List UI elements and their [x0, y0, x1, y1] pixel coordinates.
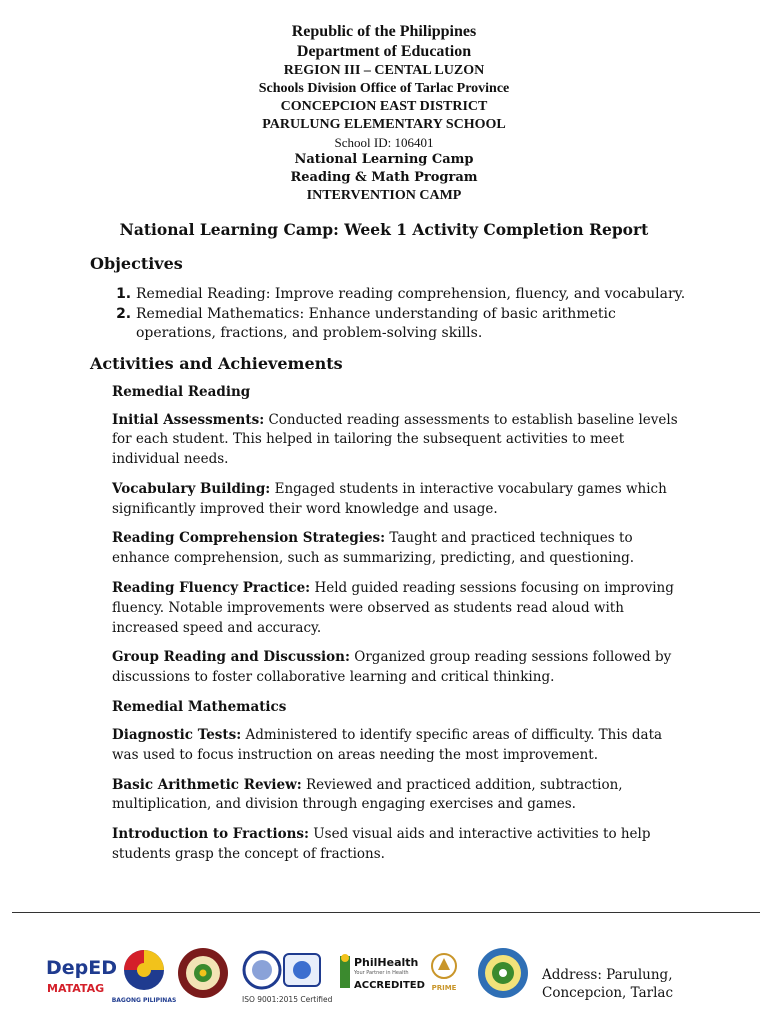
math-subhead: Remedial Mathematics — [112, 699, 287, 716]
header-school-id: School ID: 106401 — [334, 135, 434, 150]
paragraph — [112, 529, 690, 569]
paragraph-label: Group Reading and Discussion: — [112, 649, 350, 666]
header-program: Reading & Math Program — [290, 170, 478, 185]
philhealth-logo — [340, 952, 425, 998]
letterhead — [0, 22, 768, 204]
list-item: 1. Remedial Reading: Improve reading comprehension, fluency, and vocabulary. — [136, 285, 690, 305]
paragraph-text: Taught and practiced techniques to enhance comprehension, such as summarizing, predicting, and questioning. — [112, 530, 635, 567]
header-district: CONCEPCION EAST DISTRICT — [280, 99, 488, 114]
report-title: National Learning Camp: Week 1 Activity Completion Report — [119, 220, 649, 239]
prime-logo — [426, 950, 462, 1004]
paragraph-text: Engaged students in interactive vocabulary games which significantly improved their word knowledge and usage. — [112, 480, 667, 517]
matatag-text: MATATAG — [47, 982, 105, 995]
header-department: Department of Education — [296, 43, 472, 60]
header-republic: Republic of the Philippines — [291, 23, 477, 40]
list-item: 2. Remedial Mathematics: Enhance understanding of basic arithmetic operations, fractions, and problem-solving skills. — [136, 305, 690, 344]
school-address — [542, 966, 673, 1002]
objectives-title: Objectives — [90, 254, 183, 273]
division-seal — [176, 946, 230, 1000]
header-intervention: INTERVENTION CAMP — [306, 188, 462, 203]
reading-subhead: Remedial Reading — [112, 383, 251, 400]
address-line-1: Address: Parulung, — [542, 967, 673, 983]
paragraph — [112, 825, 690, 865]
paragraph-label: Basic Arithmetic Review: — [112, 776, 302, 793]
paragraph-label: Reading Fluency Practice: — [112, 580, 311, 597]
report-body — [90, 253, 690, 875]
paragraph-text: Used visual aids and interactive activities to help students grasp the concept of fractions. — [112, 826, 651, 863]
header-region: REGION III – CENTAL LUZON — [283, 63, 485, 78]
philhealth-tagline: Your Partner in Health — [354, 970, 409, 976]
deped-logo — [46, 954, 118, 998]
bagong-text: BAGONG PILIPINAS — [111, 997, 177, 1004]
accredited-text: ACCREDITED — [354, 980, 425, 991]
header-division: Schools Division Office of Tarlac Province — [258, 81, 510, 96]
paragraph — [112, 648, 690, 688]
activities-content — [90, 383, 690, 865]
iso-certification-logo — [238, 948, 338, 1010]
activities-title: Activities and Achievements — [90, 353, 343, 373]
prime-text: PRIME — [431, 984, 457, 992]
paragraph-label: Reading Comprehension Strategies: — [112, 530, 386, 547]
paragraph — [112, 776, 690, 816]
school-seal — [476, 946, 530, 1000]
header-school: PARULUNG ELEMENTARY SCHOOL — [262, 117, 506, 132]
footer-divider — [12, 912, 760, 913]
objectives-list — [90, 285, 690, 344]
paragraph-label: Vocabulary Building: — [112, 480, 271, 497]
iso-text: ISO 9001:2015 Certified — [242, 995, 333, 1004]
paragraph-text: Held guided reading sessions focusing on improving fluency. Notable improvements were observed as students read aloud with increased speed and accuracy. — [112, 580, 674, 636]
paragraph — [112, 579, 690, 638]
paragraph-text: Reviewed and practiced addition, subtraction, multiplication, and division through engaging exercises and games. — [112, 776, 623, 813]
paragraph-text: Conducted reading assessments to establish baseline levels for each student. This helped in tailoring the subsequent activities to meet individual needs. — [112, 411, 678, 468]
paragraph — [112, 480, 690, 520]
paragraph — [112, 411, 690, 470]
paragraph-text: Administered to identify specific areas of difficulty. This data was used to focus instruction on areas needing the most improvement. — [112, 727, 663, 763]
paragraph-text: Organized group reading sessions followed by discussions to foster collaborative learning and critical thinking. — [112, 649, 672, 686]
deped-logo-text: DepED — [46, 957, 118, 979]
paragraph-label: Diagnostic Tests: — [112, 727, 242, 744]
philhealth-text: PhilHealth — [354, 956, 419, 969]
paragraph — [112, 726, 690, 766]
paragraph-label: Introduction to Fractions: — [112, 826, 309, 843]
paragraph-label: Initial Assessments: — [112, 411, 265, 428]
bagong-pilipinas-logo — [111, 946, 177, 1006]
header-camp: National Learning Camp — [294, 152, 474, 167]
address-line-2: Concepcion, Tarlac — [542, 985, 674, 1001]
